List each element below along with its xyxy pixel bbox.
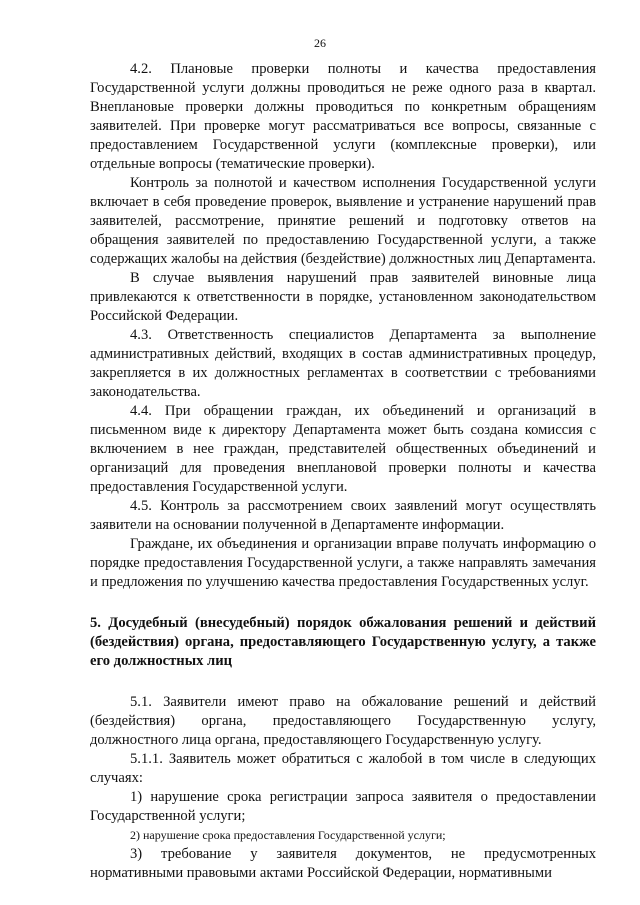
paragraph-control: Контроль за полнотой и качеством исполнения Государственной услуги включает в себя проведение проверок, выявление и устранение нарушений прав заявителей, рассмотрение, принятие решений и подготовку ответов на обращения заявителей по предоставлению Государственной услуги, а также содержащих жалобы на действия (бездействие) должностных лиц Департамента. [90,175,596,267]
paragraph-5-1-1: 5.1.1. Заявитель может обратиться с жалобой в том числе в следующих случаях: [90,751,596,786]
paragraph-4-5: 4.5. Контроль за рассмотрением своих заявлений могут осуществлять заявители на основании полученной в Департаменте информации. [90,498,596,533]
section-heading: 5. Досудебный (внесудебный) порядок обжалования решений и действий (бездействия) органа, предоставляющего Государственную услугу, а также его должностных лиц [90,615,596,669]
list-item-3: 3) требование у заявителя документов, не предусмотренных нормативными правовыми актами Российской Федерации, нормативными [90,846,596,881]
paragraph-citizens: Граждане, их объединения и организации вправе получать информацию о порядке предоставления Государственной услуги, а также направлять замечания и предложения по улучшению качества предоставления Государственных услуг. [90,536,596,590]
paragraph-4-2: 4.2. Плановые проверки полноты и качества предоставления Государственной услуги должны проводиться не реже одного раза в квартал. Внеплановые проверки должны проводиться по конкретным обращениям заявителей. При проверке могут рассматриваться все вопросы, связанные с предоставлением Государственной услуги (комплексные проверки), или отдельные вопросы (тематические проверки). [90,61,596,172]
list-item-1: 1) нарушение срока регистрации запроса заявителя о предоставлении Государственной услуги; [90,789,596,824]
paragraph-4-4: 4.4. При обращении граждан, их объединений и организаций в письменном виде к директору Департамента может быть создана комиссия с включением в нее граждан, представителей общественных объединений и организаций для проведения внеплановой проверки полноты и качества предоставления Государственной услуги. [90,403,596,495]
page-number: 26 [314,36,326,50]
document-body [90,60,596,883]
paragraph-5-1: 5.1. Заявители имеют право на обжалование решений и действий (бездействия) органа, предоставляющего Государственную услугу, должностного лица органа, предоставляющего Государственную услугу. [90,694,596,748]
paragraph-4-3: 4.3. Ответственность специалистов Департамента за выполнение административных действий, входящих в состав административных процедур, закрепляется в их должностных регламентах в соответствии с требованиями законодательства. [90,327,596,400]
paragraph-violations: В случае выявления нарушений прав заявителей виновные лица привлекаются к ответственности в порядке, установленном законодательством Российской Федерации. [90,270,596,324]
list-item-2: 2) нарушение срока предоставления Государственной услуги; [130,828,446,842]
